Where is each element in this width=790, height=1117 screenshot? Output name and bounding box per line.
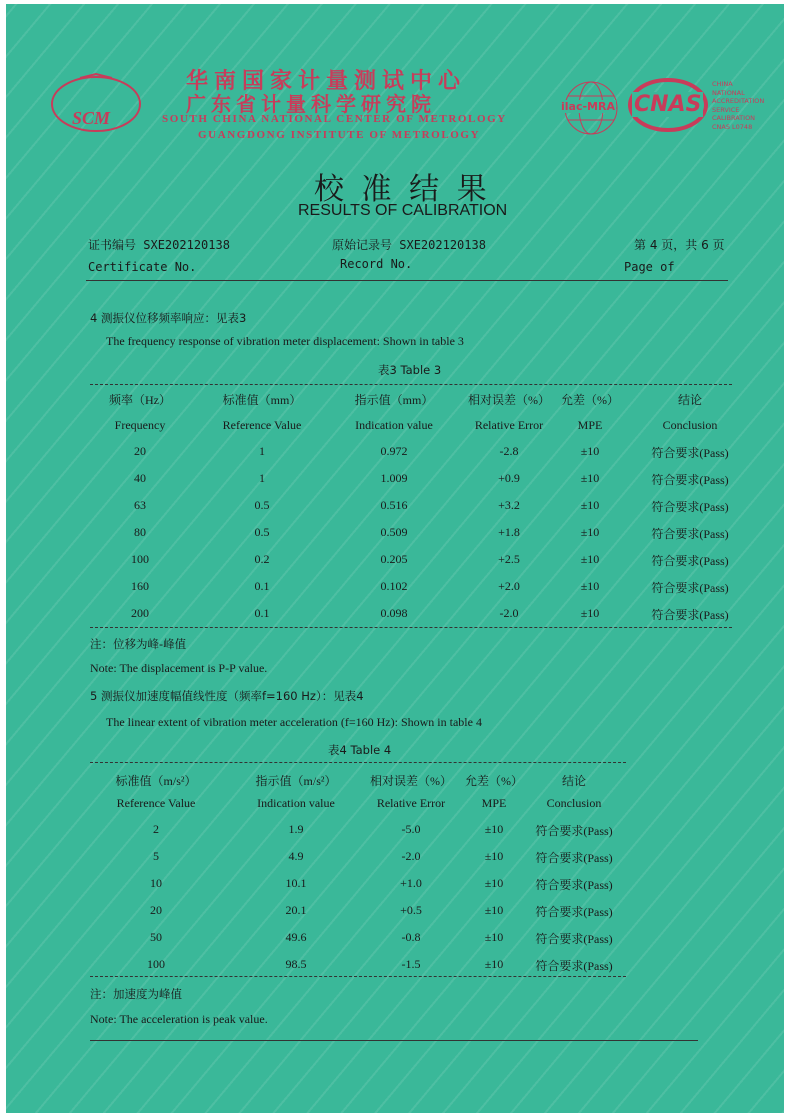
table-cell: 0.1 (254, 606, 270, 620)
table-cell: 40 (134, 471, 146, 485)
table-cell: 0.5 (254, 498, 270, 512)
table3-bottom-border (90, 627, 732, 628)
table-cell: 符合要求(Pass) (651, 500, 729, 514)
table-cell: 符合要求(Pass) (535, 932, 613, 946)
table3-caption: 表3 Table 3 (378, 363, 442, 377)
table3-top-border (90, 384, 732, 385)
table-cell: ±10 (580, 444, 600, 458)
table-cell: 符合要求(Pass) (535, 878, 613, 892)
org-name-cn-2: 广东省计量科学研究院 (186, 92, 436, 116)
table-cell: 5 (153, 849, 159, 863)
column-header-cn: 结论 (677, 393, 702, 407)
column-header-cn: 结论 (561, 774, 586, 788)
table-cell: ±10 (580, 579, 600, 593)
table-cell: 200 (131, 606, 149, 620)
table-cell: +2.5 (498, 552, 520, 566)
table-cell: +0.9 (498, 471, 520, 485)
table-cell: 0.098 (380, 606, 408, 620)
table-cell: +3.2 (498, 498, 520, 512)
table4-top-border (90, 762, 626, 763)
section4-note-cn: 注：位移为峰-峰值 (90, 637, 187, 651)
table-cell: 98.5 (285, 957, 307, 971)
cnas-line: CNAS L0748 (712, 122, 753, 131)
table-cell: ±10 (580, 552, 600, 566)
table-cell: 1 (259, 444, 265, 458)
ilac-mra-logo (558, 78, 624, 138)
cnas-line: SERVICE (712, 105, 740, 114)
org-name-cn-1: 华南国家计量测试中心 (186, 69, 467, 94)
table-cell: 符合要求(Pass) (651, 608, 729, 622)
table-cell: 20 (134, 444, 146, 458)
table-cell: -1.5 (401, 957, 421, 971)
table-cell: -2.0 (499, 606, 519, 620)
table-cell: 50 (150, 930, 162, 944)
table-cell: -2.8 (499, 444, 519, 458)
table-cell: 0.1 (254, 579, 270, 593)
table-cell: 4.9 (288, 849, 304, 863)
column-header-en: MPE (577, 418, 603, 432)
cnas-line: CALIBRATION (712, 114, 756, 122)
column-header-cn: 允差（%） (561, 393, 619, 407)
scm-logo (50, 72, 142, 134)
table-cell: 10.1 (285, 876, 307, 890)
column-header-en: Indication value (355, 418, 433, 432)
page-number-cn: 第 4 页，共 6 页 (634, 238, 725, 252)
table-cell: ±10 (580, 606, 600, 620)
certificate-number: SXE202120138 (143, 238, 230, 252)
header-divider (86, 280, 728, 281)
record-no (332, 236, 486, 253)
table-cell: 0.972 (380, 444, 408, 458)
table-cell: +0.5 (400, 903, 422, 917)
column-header-en: MPE (481, 796, 507, 810)
table-cell: 符合要求(Pass) (651, 581, 729, 595)
column-header-en: Conclusion (546, 796, 602, 810)
table-cell: 1 (259, 471, 265, 485)
scm-logo-text: SCM (72, 108, 111, 128)
column-header-en: Relative Error (376, 796, 446, 810)
section5-title-cn: 5 测振仪加速度幅值线性度（频率f=160 Hz）：见表4 (90, 689, 364, 703)
section4-title-en: The frequency response of vibration meter displacement: Shown in table 3 (106, 334, 464, 348)
table-cell: ±10 (484, 957, 504, 971)
record-label-en: Record No. (340, 257, 413, 271)
column-header-cn: 相对误差（%） (370, 774, 452, 788)
table-cell: 80 (134, 525, 146, 539)
column-header-en: Reference Value (222, 418, 302, 432)
table-cell: ±10 (484, 903, 504, 917)
table-cell: 63 (134, 498, 146, 512)
table-cell: 100 (131, 552, 149, 566)
column-header-en: Reference Value (116, 796, 196, 810)
table-cell: 160 (131, 579, 149, 593)
table-cell: 符合要求(Pass) (535, 851, 613, 865)
column-header-cn: 标准值（m/s²） (115, 774, 197, 788)
table-cell: 符合要求(Pass) (651, 527, 729, 541)
cnas-line: NATIONAL (712, 88, 745, 97)
table-cell: ±10 (580, 498, 600, 512)
table-cell: +1.0 (400, 876, 422, 890)
table-cell: -5.0 (401, 822, 421, 836)
column-header-cn: 指示值（m/s²） (255, 774, 337, 788)
table-cell: 100 (147, 957, 165, 971)
cnas-line: CHINA (712, 80, 733, 88)
certificate-sheet (6, 4, 784, 1113)
table-cell: ±10 (484, 876, 504, 890)
table-cell: 符合要求(Pass) (535, 959, 613, 973)
section4-note-en: Note: The displacement is P-P value. (90, 661, 268, 675)
certificate-no (88, 236, 230, 253)
table-cell: 20.1 (285, 903, 307, 917)
column-header-en: Frequency (114, 418, 166, 432)
table-cell: 符合要求(Pass) (651, 446, 729, 460)
certificate-label-cn: 证书编号 (88, 238, 137, 252)
title-cn: 校 准 结 果 (314, 172, 491, 207)
footer-divider (90, 1040, 698, 1041)
certificate-label-en: Certificate No. (88, 260, 197, 274)
section4-title-cn: 4 测振仪位移频率响应：见表3 (90, 311, 247, 325)
table-cell: 0.516 (380, 498, 408, 512)
column-header-cn: 相对误差（%） (468, 393, 550, 407)
table-cell: 0.509 (380, 525, 408, 539)
cnas-text: CNAS (634, 92, 702, 117)
table-cell: +1.8 (498, 525, 520, 539)
table-cell: ±10 (484, 849, 504, 863)
section5-title-en: The linear extent of vibration meter acceleration (f=160 Hz): Shown in table 4 (106, 715, 482, 729)
table-cell: 符合要求(Pass) (651, 554, 729, 568)
title-en: RESULTS OF CALIBRATION (298, 202, 508, 219)
table-cell: 0.2 (254, 552, 270, 566)
section5-note-cn: 注：加速度为峰值 (90, 987, 182, 1001)
table-cell: 1.009 (380, 471, 408, 485)
column-header-en: Conclusion (662, 418, 718, 432)
table-cell: +2.0 (498, 579, 520, 593)
column-header-en: Relative Error (474, 418, 544, 432)
column-header-cn: 指示值（mm） (354, 393, 434, 407)
table-cell: 10 (150, 876, 162, 890)
record-label-cn: 原始记录号 (332, 238, 393, 252)
ilac-mra-text: ilac-MRA (561, 100, 615, 113)
column-header-en: Indication value (257, 796, 335, 810)
org-name-en-1: SOUTH CHINA NATIONAL CENTER OF METROLOGY (162, 113, 507, 125)
table-cell: 0.5 (254, 525, 270, 539)
table4-bottom-border (90, 976, 626, 977)
table-cell: 符合要求(Pass) (535, 824, 613, 838)
column-header-cn: 标准值（mm） (222, 393, 302, 407)
table-cell: ±10 (580, 525, 600, 539)
table-cell: 2 (153, 822, 159, 836)
column-header-cn: 频率（Hz） (109, 393, 171, 407)
page-number-en: Page of (624, 260, 675, 274)
record-number: SXE202120138 (399, 238, 486, 252)
cnas-line: ACCREDITATION (712, 97, 765, 105)
table-cell: -0.8 (401, 930, 421, 944)
table-cell: 符合要求(Pass) (535, 905, 613, 919)
table-cell: 0.102 (380, 579, 408, 593)
table-cell: ±10 (484, 930, 504, 944)
table-cell: ±10 (484, 822, 504, 836)
table-cell: 1.9 (288, 822, 304, 836)
table-cell: 49.6 (285, 930, 307, 944)
cnas-logo (626, 76, 710, 134)
table-cell: 符合要求(Pass) (651, 473, 729, 487)
table4-caption: 表4 Table 4 (328, 743, 392, 757)
org-name-en-2: GUANGDONG INSTITUTE OF METROLOGY (198, 129, 481, 141)
column-header-cn: 允差（%） (465, 774, 523, 788)
table-cell: -2.0 (401, 849, 421, 863)
section5-note-en: Note: The acceleration is peak value. (90, 1012, 268, 1026)
cnas-small-text (712, 80, 764, 131)
table-cell: 0.205 (380, 552, 408, 566)
table-cell: 20 (150, 903, 162, 917)
table-cell: ±10 (580, 471, 600, 485)
